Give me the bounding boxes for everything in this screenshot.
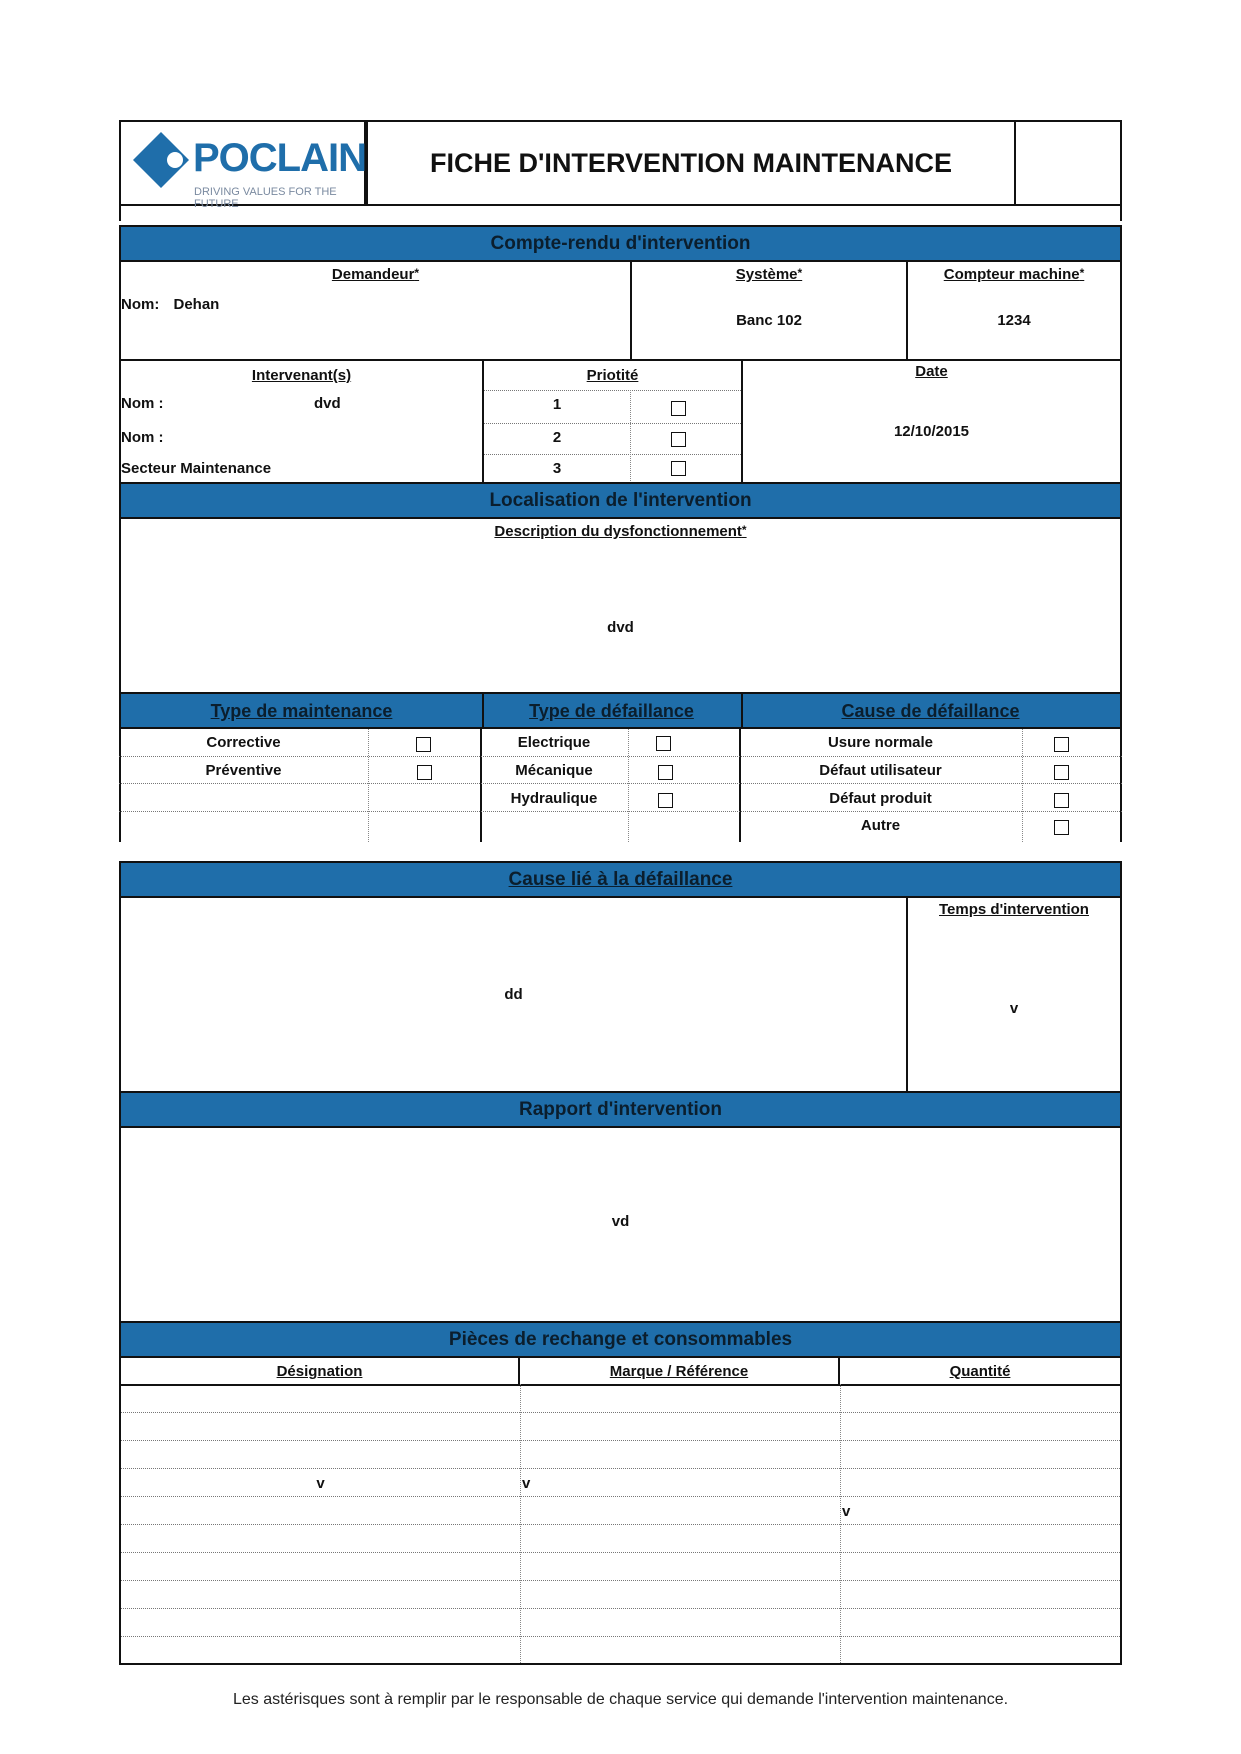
description-label: Description du dysfonctionnement [494,523,742,540]
required-star: * [414,266,420,280]
table-row [121,1552,1120,1553]
required-star: * [797,266,803,280]
compteur-label: Compteur machine [943,266,1080,283]
mecanique-checkbox[interactable] [658,765,673,780]
intervention-form [119,120,1122,1665]
rapport-cell [119,1126,1122,1323]
col-divider [368,729,369,842]
systeme-header [632,266,906,283]
intervenants-cell [119,359,484,485]
table-row [121,1440,1120,1441]
nom-value[interactable]: Dehan [173,296,220,313]
priorite-cell [482,359,743,485]
demandeur-header [121,266,630,283]
logo-box [119,120,366,210]
defaillance-option-hydraulique: Hydraulique [510,790,598,807]
description-value[interactable]: dvd [607,619,634,636]
band-rapport [119,1091,1122,1128]
demandeur-cell [119,260,632,361]
row-divider [119,811,1122,812]
reference-header: Marque / Référence [609,1363,749,1380]
footer-note: Les astérisques sont à remplir par le responsable de chaque service qui demande l'intervention maintenance. [232,1691,1009,1708]
temps-header: Temps d'intervention [939,901,1089,918]
col-divider [630,390,631,483]
nom-row [121,296,219,313]
date-cell [741,359,1122,485]
temps-cell [906,896,1122,1093]
defaut-utilisateur-checkbox[interactable] [1054,765,1069,780]
description-header [121,523,1120,540]
nom-label: Nom: [121,296,160,313]
types-band [119,692,1122,729]
band-localisation-label: Localisation de l'intervention [489,489,752,511]
corrective-checkbox[interactable] [416,737,431,752]
cause-defaillance-header: Cause de défaillance [841,701,1020,721]
row-divider [484,454,741,455]
priorite-level-3: 3 [552,460,562,477]
table-row [121,1608,1120,1609]
designation-value[interactable]: v [316,1475,325,1492]
pieces-header-designation [119,1356,520,1386]
cause-option-autre: Autre [860,817,901,834]
cause-liee-cell [119,896,908,1093]
required-star: * [1079,266,1085,280]
col-divider [628,729,629,842]
hydraulique-checkbox[interactable] [658,793,673,808]
frame-right [1120,729,1122,842]
pieces-table [119,1384,1122,1665]
logo-name: POCLAIN [193,136,366,180]
secteur-label: Secteur Maintenance [121,460,272,477]
band-compte-rendu-label: Compte-rendu d'intervention [490,232,751,254]
date-value[interactable]: 12/10/2015 [893,423,970,440]
pieces-header-quantite [838,1356,1122,1386]
preventive-checkbox[interactable] [417,765,432,780]
cause-liee-value[interactable]: dd [504,986,523,1003]
systeme-value[interactable]: Banc 102 [736,312,802,329]
quantite-value[interactable]: v [842,1503,851,1520]
row-divider [484,423,741,424]
defaillance-option-mecanique: Mécanique [515,762,593,779]
poclain-logo-diamond-icon [131,130,191,190]
rapport-value[interactable]: vd [611,1213,630,1230]
table-row [121,1412,1120,1413]
priorite-3-checkbox[interactable] [671,461,686,476]
title-box [366,120,1016,206]
table-row [121,1636,1120,1637]
autre-checkbox[interactable] [1054,820,1069,835]
row-divider [484,390,741,391]
table-row [121,1496,1120,1497]
nom2-label: Nom : [121,429,164,446]
band-cause-liee [119,861,1122,898]
types-grid [119,729,1122,842]
cause-option-usure: Usure normale [827,734,934,751]
priorite-level-2: 2 [552,429,562,446]
header-right-box [1014,120,1122,206]
systeme-label: Système [735,266,798,283]
type-maintenance-header: Type de maintenance [210,701,393,721]
band-pieces [119,1321,1122,1358]
demandeur-label: Demandeur [331,266,415,283]
required-star: * [741,523,747,537]
quantite-header: Quantité [949,1363,1011,1380]
compteur-value[interactable]: 1234 [997,312,1031,329]
type-defaillance-header: Type de défaillance [529,701,694,721]
pieces-header-reference [518,1356,840,1386]
table-row [121,1580,1120,1581]
reference-value[interactable]: v [522,1475,531,1492]
nom1-value[interactable]: dvd [314,395,341,412]
table-row [121,1524,1120,1525]
band-localisation [119,482,1122,519]
maintenance-option-preventive: Préventive [205,762,282,779]
page-title: FICHE D'INTERVENTION MAINTENANCE [430,147,952,178]
defaut-produit-checkbox[interactable] [1054,793,1069,808]
logo-tagline: DRIVING VALUES FOR THE FUTURE [194,186,337,210]
priorite-2-checkbox[interactable] [671,432,686,447]
temps-value[interactable]: v [1009,1000,1019,1017]
band-compte-rendu [119,225,1122,262]
band-pieces-label: Pièces de rechange et consommables [448,1328,793,1350]
cause-option-defaut-utilisateur: Défaut utilisateur [819,762,942,779]
priorite-header: Priotité [586,367,639,384]
row-divider [119,783,1122,784]
band-cause-liee-label: Cause lié à la défaillance [508,868,733,890]
usure-checkbox[interactable] [1054,737,1069,752]
nom1-label: Nom : [121,395,164,412]
col-divider [1022,729,1023,842]
table-row [121,1468,1120,1469]
maintenance-option-corrective: Corrective [206,734,281,751]
frame-left [119,206,121,221]
priorite-level-1: 1 [552,396,562,413]
description-cell [119,517,1122,694]
compteur-cell [906,260,1122,361]
compteur-header [908,266,1120,283]
date-header: Date [915,363,948,380]
defaillance-option-electrique: Electrique [517,734,591,751]
cause-option-defaut-produit: Défaut produit [829,790,932,807]
frame-right [1120,206,1122,221]
electrique-checkbox[interactable] [656,736,671,751]
intervenants-header: Intervenant(s) [251,367,352,384]
row-divider [119,756,1122,757]
systeme-cell [630,260,908,361]
designation-header: Désignation [276,1363,363,1380]
band-rapport-label: Rapport d'intervention [519,1098,722,1120]
priorite-1-checkbox[interactable] [671,401,686,416]
